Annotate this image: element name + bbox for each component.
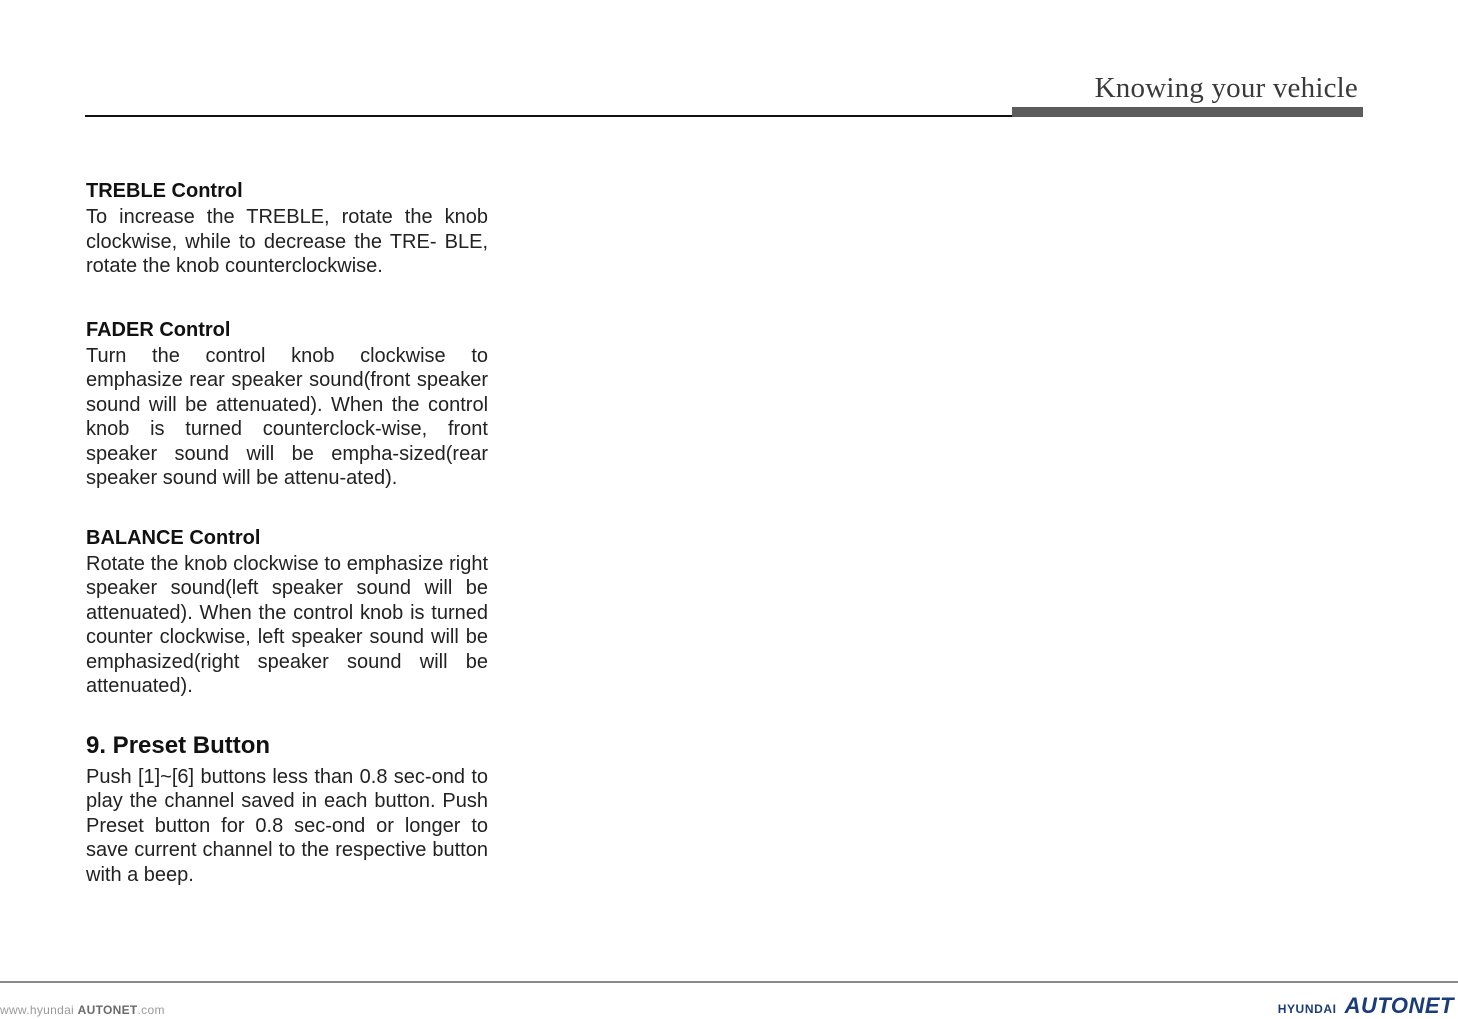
text-line: emphasize rear speaker sound(front <box>86 369 411 391</box>
text-line: wise, front speaker sound will be empha- <box>86 418 488 465</box>
chapter-title: Knowing your vehicle <box>1094 72 1358 104</box>
text-line: sized(rear speaker sound will be attenu- <box>86 442 488 489</box>
text-line: right speaker sound(left speaker sound <box>86 552 488 599</box>
treble-section <box>86 178 488 279</box>
text-line: will be attenuated). When the control <box>86 577 488 624</box>
text-line: speaker sound will be attenuated). When <box>86 369 488 416</box>
hyundai-autonet-logo <box>1278 993 1454 1019</box>
text-line: ond or longer to save current channel to <box>86 814 489 861</box>
text-line: To increase the TREBLE, rotate the knob <box>86 206 488 228</box>
text-line: the respective button with a beep. <box>86 839 488 886</box>
fader-heading: FADER Control <box>86 318 231 341</box>
text-line: Turn the control knob clockwise to <box>86 344 488 367</box>
text-line: speaker sound will be attenuated). <box>86 650 488 697</box>
text-line: Rotate the knob clockwise to emphasize <box>86 552 444 575</box>
text-line: knob is turned counter clockwise, left <box>86 601 489 648</box>
preset-button-heading: 9. Preset Button <box>86 731 271 759</box>
treble-text <box>86 205 488 279</box>
text-line: speaker sound will be emphasized(right <box>86 626 488 673</box>
header-accent-bar <box>1012 107 1363 117</box>
text-line: ated). <box>346 467 398 489</box>
text-line: ond to play the channel saved in each <box>86 765 489 812</box>
logo-autonet-text: AUTONET <box>1344 993 1454 1018</box>
fader-section <box>86 317 488 491</box>
balance-text <box>86 552 488 699</box>
preset-button-text <box>86 765 488 888</box>
text-line: BLE, rotate the knob counterclockwise. <box>86 230 488 277</box>
balance-heading: BALANCE Control <box>86 526 261 549</box>
text-line: clockwise, while to decrease the TRE- <box>86 230 437 253</box>
balance-section <box>86 525 488 699</box>
logo-hyundai-text: HYUNDAI <box>1277 1002 1337 1016</box>
header-rule <box>85 115 1013 117</box>
footer-url-prefix: www.hyundai <box>0 1003 75 1017</box>
footer-url-suffix: .com <box>137 1003 165 1017</box>
footer-rule <box>0 981 1458 983</box>
footer-website <box>0 1003 165 1017</box>
treble-heading: TREBLE Control <box>86 180 243 202</box>
text-line: Push [1]~[6] buttons less than 0.8 sec- <box>86 765 432 788</box>
footer-url-brand: AUTONET <box>77 1003 138 1017</box>
fader-text <box>86 344 488 491</box>
text-line: button. Push Preset button for 0.8 sec- <box>86 790 489 837</box>
text-line: the control knob is turned counterclock- <box>86 393 489 440</box>
preset-button-section <box>86 731 488 888</box>
content-column <box>86 178 488 887</box>
